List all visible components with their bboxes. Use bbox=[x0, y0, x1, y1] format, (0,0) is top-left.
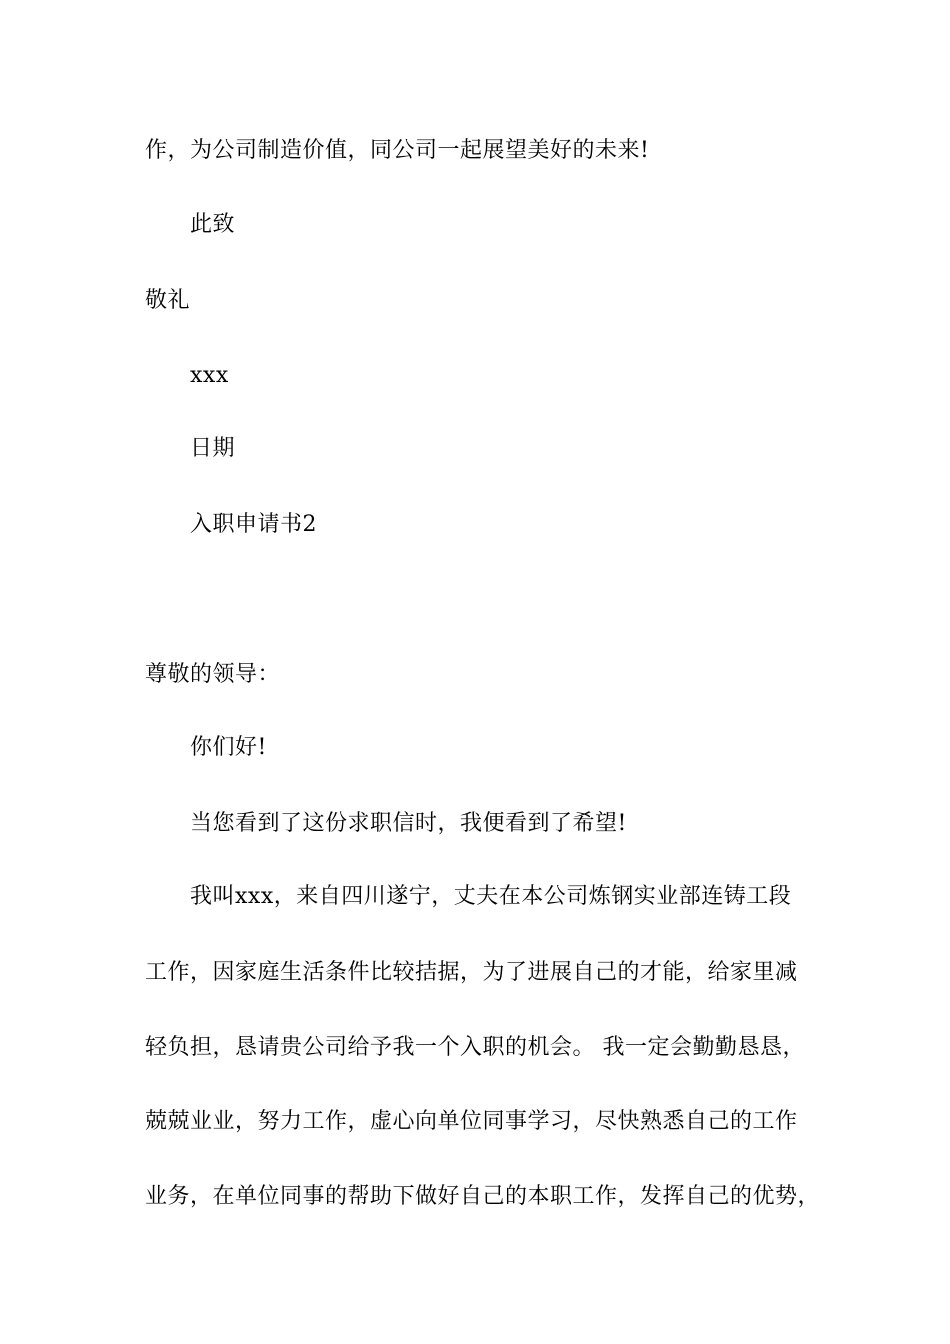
section-title: 入职申请书2 bbox=[190, 512, 317, 537]
text-line-paragraph: 业务，在单位同事的帮助下做好自己的本职工作，发挥自己的优势， bbox=[145, 1184, 821, 1209]
text-line-paragraph: 当您看到了这份求职信时，我便看到了希望! bbox=[190, 811, 627, 836]
text-line-regards: 敬礼 bbox=[145, 288, 191, 313]
text-line-greeting: 尊敬的领导： bbox=[145, 662, 281, 687]
text-line-paragraph: 轻负担，恳请贵公司给予我一个入职的机会。 我一定会勤勤恳恳， bbox=[145, 1035, 805, 1060]
text-line-paragraph: 我叫xxx，来自四川遂宁，丈夫在本公司炼钢实业部连铸工段 bbox=[190, 884, 792, 909]
text-line-closing-sentence: 作，为公司制造价值，同公司一起展望美好的未来! bbox=[145, 138, 650, 163]
text-line-paragraph: 兢兢业业，努力工作，虚心向单位同事学习，尽快熟悉自己的工作 bbox=[145, 1109, 798, 1134]
text-line-signature: xxx bbox=[190, 363, 229, 388]
text-line-hello: 你们好! bbox=[190, 735, 267, 760]
text-line-salutation-close: 此致 bbox=[190, 212, 236, 237]
text-line-date: 日期 bbox=[190, 436, 236, 461]
text-line-paragraph: 工作，因家庭生活条件比较拮据，为了进展自己的才能，给家里减 bbox=[145, 960, 798, 985]
